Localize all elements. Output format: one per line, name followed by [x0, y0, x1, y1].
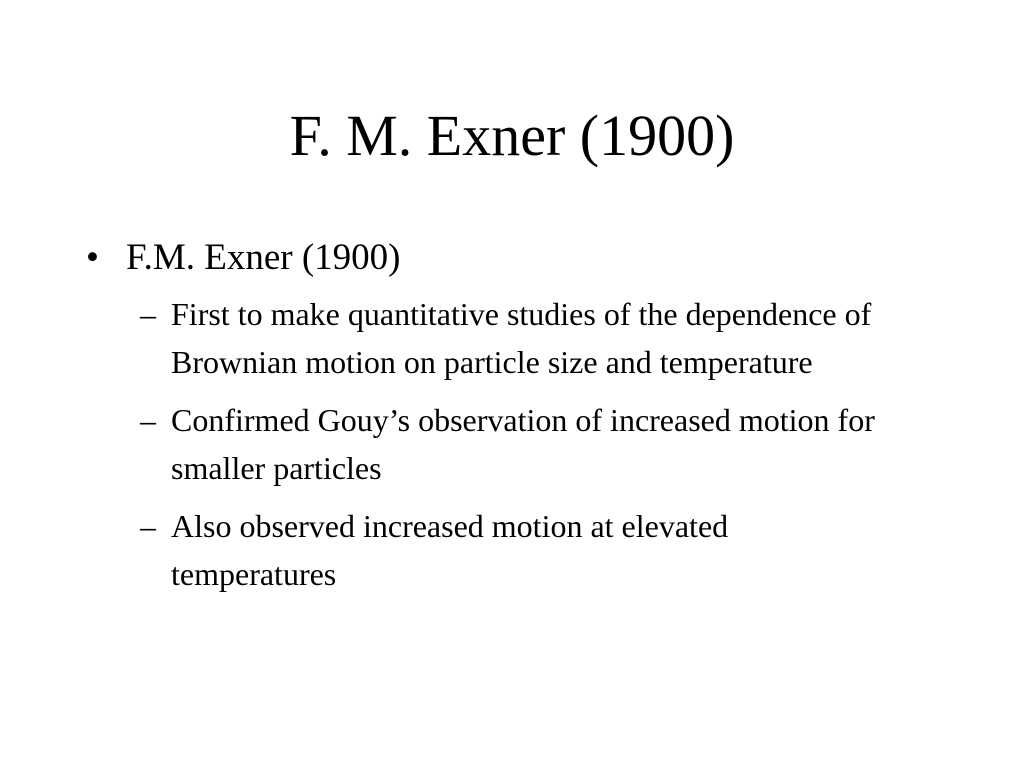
slide-body — [86, 234, 936, 608]
bullet-text: F.M. Exner (1900) — [126, 237, 401, 278]
slide-title: F. M. Exner (1900) — [289, 103, 735, 168]
sub-bullet-list — [86, 290, 936, 598]
sub-bullet-item — [86, 396, 891, 492]
sub-bullet-text: First to make quantitative studies of the dependence of Brownian motion on particle size and temperature — [171, 296, 872, 380]
dash-marker: – — [140, 508, 156, 544]
sub-bullet-item — [86, 502, 891, 598]
sub-bullet-text: Confirmed Gouy’s observation of increased motion for smaller particles — [171, 402, 875, 486]
bullet-item — [86, 234, 936, 282]
dash-marker: – — [140, 402, 156, 438]
sub-bullet-item — [86, 290, 891, 386]
bullet-marker: • — [86, 237, 99, 278]
sub-bullet-text: Also observed increased motion at elevated temperatures — [171, 508, 729, 592]
dash-marker: – — [140, 296, 156, 332]
